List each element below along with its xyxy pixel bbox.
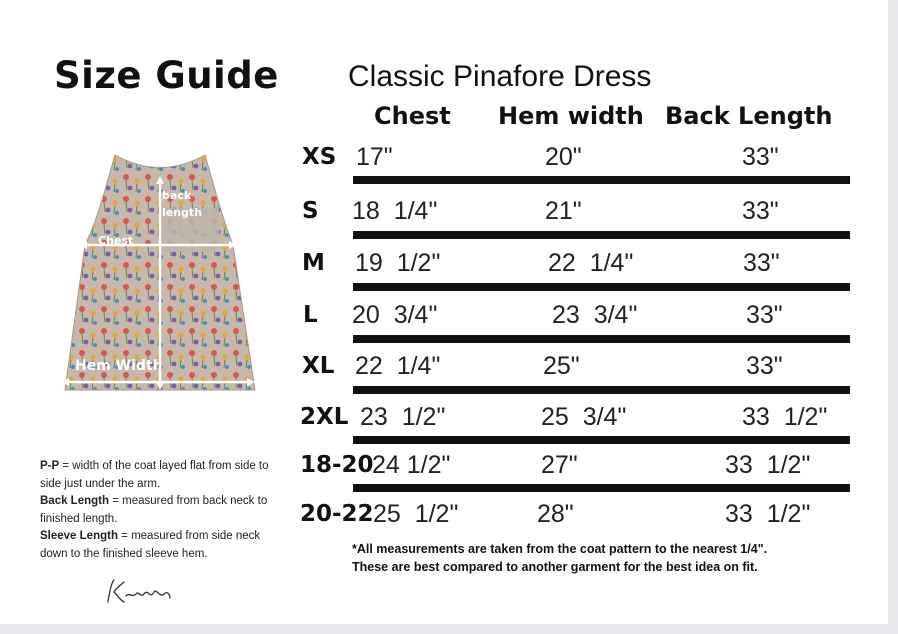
column-header-back-length: Back Length bbox=[665, 102, 833, 130]
size-label: 20-22 bbox=[300, 501, 374, 527]
size-label: 18-20 bbox=[300, 452, 374, 478]
back-length-value: 33" bbox=[746, 352, 783, 380]
row-divider bbox=[353, 231, 850, 239]
product-title: Classic Pinafore Dress bbox=[348, 60, 652, 93]
note-term: P-P bbox=[40, 460, 60, 472]
note-item bbox=[40, 458, 270, 493]
hem-value: 25 3/4" bbox=[541, 403, 627, 431]
note-term: Back Length bbox=[40, 495, 110, 507]
signature-logo bbox=[104, 574, 174, 610]
back-length-value: 33" bbox=[742, 143, 779, 171]
row-divider bbox=[353, 386, 850, 394]
chest-value: 18 1/4" bbox=[352, 197, 438, 225]
row-divider bbox=[353, 283, 850, 291]
row-divider bbox=[353, 335, 850, 343]
hem-value: 27" bbox=[541, 451, 578, 479]
measurement-notes bbox=[40, 458, 270, 563]
size-label: XS bbox=[302, 144, 337, 170]
chest-value: 25 1/2" bbox=[373, 500, 459, 528]
hem-value: 23 3/4" bbox=[552, 301, 638, 329]
back-length-value: 33" bbox=[743, 249, 780, 277]
note-text: = measured from back neck to finished length. bbox=[40, 495, 268, 525]
arrow-left-icon bbox=[79, 241, 87, 249]
footnote: *All measurements are taken from the coat pattern to the nearest 1/4". These are best compared to another garment for the best idea on fit. bbox=[352, 542, 768, 574]
size-label: 2XL bbox=[300, 404, 349, 430]
row-divider bbox=[353, 484, 850, 492]
size-label: XL bbox=[302, 353, 335, 379]
hem-value: 20" bbox=[545, 143, 582, 171]
row-divider bbox=[353, 436, 850, 444]
chest-value: 22 1/4" bbox=[355, 352, 441, 380]
hem-value: 22 1/4" bbox=[548, 249, 634, 277]
size-label: L bbox=[303, 302, 318, 328]
hem-value: 28" bbox=[537, 500, 574, 528]
back-length-value: 33 1/2" bbox=[725, 451, 811, 479]
page-title: Size Guide bbox=[54, 54, 279, 97]
back-length-value: 33" bbox=[742, 197, 779, 225]
back-length-value: 33 1/2" bbox=[742, 403, 828, 431]
chest-value: 17" bbox=[356, 143, 393, 171]
hem-value: 25" bbox=[543, 352, 580, 380]
arrow-left-icon bbox=[61, 378, 69, 386]
hem-value: 21" bbox=[545, 197, 582, 225]
hem-width-diagram-label: Hem Width bbox=[75, 358, 163, 374]
note-item bbox=[40, 493, 270, 528]
note-text: = width of the coat layed flat from side to side just under the arm. bbox=[40, 460, 269, 490]
note-item bbox=[40, 528, 270, 563]
size-label: S bbox=[302, 198, 319, 224]
size-label: M bbox=[302, 250, 325, 276]
column-header-hem-width: Hem width bbox=[498, 102, 644, 130]
chest-value: 23 1/2" bbox=[360, 403, 446, 431]
note-term: Sleeve Length bbox=[40, 530, 118, 542]
column-header-chest: Chest bbox=[374, 102, 451, 130]
chest-diagram-label: Chest bbox=[98, 234, 134, 247]
back-length-value: 33" bbox=[746, 301, 783, 329]
note-text: = measured from side neck down to the finished sleeve hem. bbox=[40, 530, 261, 560]
chest-value: 20 3/4" bbox=[352, 301, 438, 329]
back-length-value: 33 1/2" bbox=[725, 500, 811, 528]
chest-value: 19 1/2" bbox=[355, 249, 441, 277]
chest-value: 24 1/2" bbox=[372, 451, 451, 479]
back-length-diagram-label: back length bbox=[162, 189, 203, 219]
row-divider bbox=[353, 176, 850, 184]
